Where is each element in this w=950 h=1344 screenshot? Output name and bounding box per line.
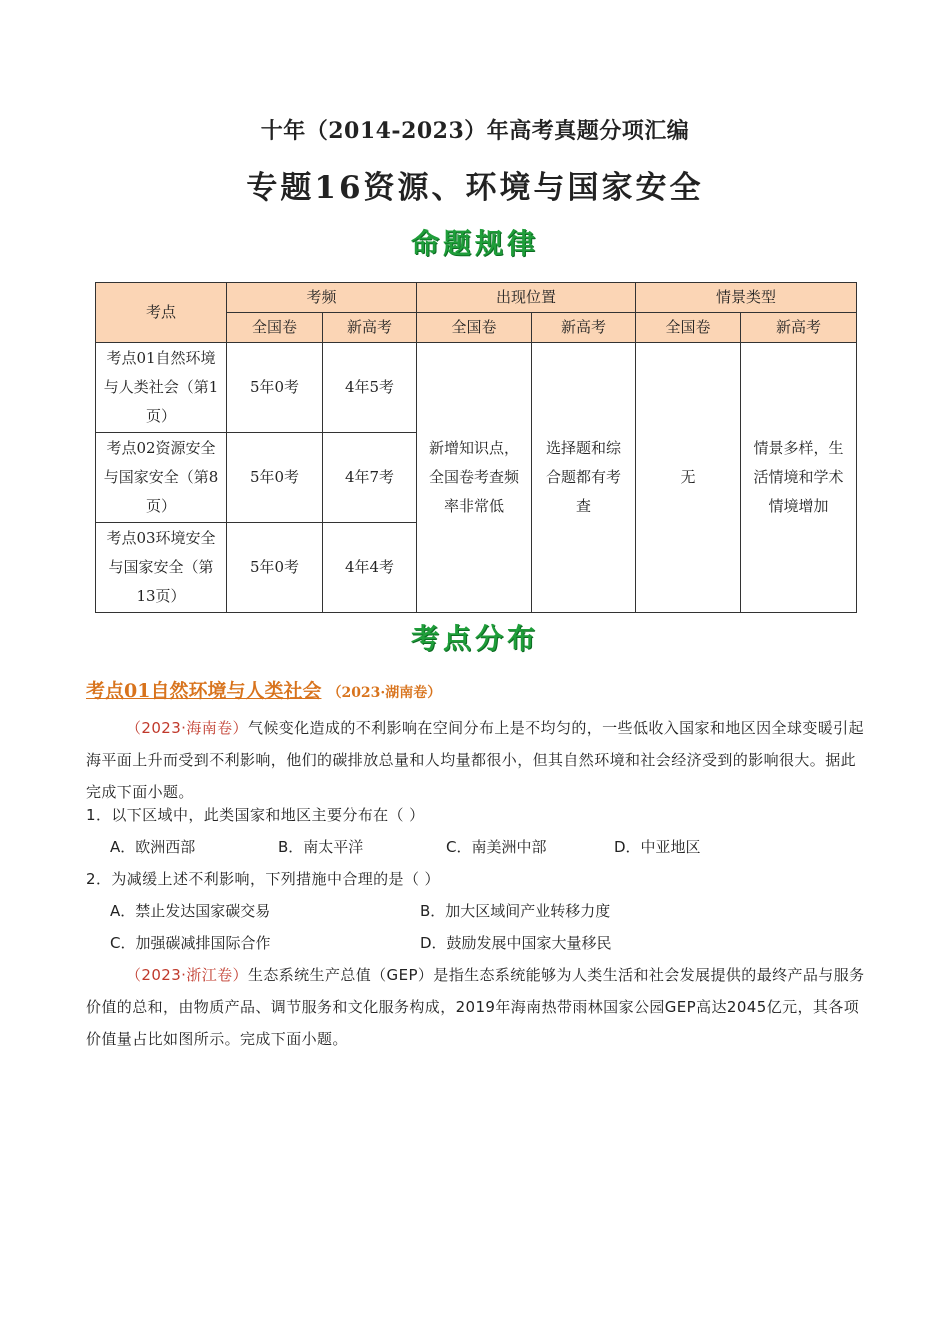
kaodian-title: 考点01自然环境与人类社会 xyxy=(86,680,322,702)
passage-text: 气候变化造成的不利影响在空间分布上是不均匀的，一些低收入国家和地区因全球变暖引起海平面上升而受到不利影响，他们的碳排放总量和人均量都很小，但其自然环境和社会经济受到的影响很大。据此完成下面小题。 xyxy=(86,719,864,801)
passage-source-tag: （2023·海南卷） xyxy=(126,719,248,737)
kaodian-name: 考点01自然环境与人类社会（第1页） xyxy=(96,343,227,433)
pinlv-quanguo: 5年0考 xyxy=(227,523,323,613)
option: D．中亚地区 xyxy=(614,838,701,856)
passage-2 xyxy=(86,959,868,1055)
option: A．欧洲西部 xyxy=(110,838,196,856)
topic-title: 专题16资源、环境与国家安全 xyxy=(246,170,704,206)
distribution-heading: 考点分布 xyxy=(410,622,539,655)
pinlv-quanguo: 5年0考 xyxy=(227,343,323,433)
sub-header: 新高考 xyxy=(532,313,636,343)
passage-text: 生态系统生产总值（GEP）是指生态系统能够为人类生活和社会发展提供的最终产品与服务价值的总和，由物质产品、调节服务和文化服务构成，2019年海南热带雨林国家公园GEP高达2045亿元，其各项价值量占比如图所示。完成下面小题。 xyxy=(86,966,865,1048)
pinlv-xingaokao: 4年7考 xyxy=(323,433,417,523)
option: B．南太平洋 xyxy=(278,838,364,856)
header-kaodian: 考点 xyxy=(96,283,227,343)
passage-1 xyxy=(86,712,868,808)
header-pinlv: 考频 xyxy=(227,283,417,313)
kaodian-source: （2023·湖南卷） xyxy=(327,685,442,701)
kaodian-name: 考点03环境安全与国家安全（第13页） xyxy=(96,523,227,613)
weizhi-xingaokao: 选择题和综合题都有考查 xyxy=(532,343,636,613)
header-qingjing: 情景类型 xyxy=(636,283,857,313)
option: A．禁止发达国家碳交易 xyxy=(110,902,271,920)
option: C．南美洲中部 xyxy=(446,838,547,856)
table-row xyxy=(96,343,857,433)
pinlv-quanguo: 5年0考 xyxy=(227,433,323,523)
header-weizhi: 出现位置 xyxy=(417,283,636,313)
question-2-options-row1 xyxy=(110,895,730,927)
kaodian-heading xyxy=(86,676,441,703)
sub-header: 全国卷 xyxy=(417,313,532,343)
pattern-heading: 命题规律 xyxy=(410,227,539,260)
passage-source-tag: （2023·浙江卷） xyxy=(126,966,248,984)
option: B．加大区域间产业转移力度 xyxy=(420,902,611,920)
overview-table xyxy=(95,282,857,613)
question-2-stem: 2．为减缓上述不利影响，下列措施中合理的是（ ） xyxy=(86,870,440,888)
question-1-stem: 1．以下区域中，此类国家和地区主要分布在（ ） xyxy=(86,806,425,824)
question-1-options xyxy=(110,831,782,863)
qingjing-xingaokao: 情景多样，生活情境和学术情境增加 xyxy=(741,343,857,613)
pinlv-xingaokao: 4年5考 xyxy=(323,343,417,433)
question-2-options-row2 xyxy=(110,927,730,959)
sub-header: 全国卷 xyxy=(227,313,323,343)
option: D．鼓励发展中国家大量移民 xyxy=(420,934,612,952)
page-title: 十年（2014-2023）年高考真题分项汇编 xyxy=(260,118,690,144)
option: C．加强碳减排国际合作 xyxy=(110,934,271,952)
sub-header: 新高考 xyxy=(741,313,857,343)
pinlv-xingaokao: 4年4考 xyxy=(323,523,417,613)
weizhi-quanguo: 新增知识点，全国卷考查频率非常低 xyxy=(417,343,532,613)
sub-header: 新高考 xyxy=(323,313,417,343)
kaodian-name: 考点02资源安全与国家安全（第8页） xyxy=(96,433,227,523)
qingjing-quanguo: 无 xyxy=(636,343,741,613)
sub-header: 全国卷 xyxy=(636,313,741,343)
